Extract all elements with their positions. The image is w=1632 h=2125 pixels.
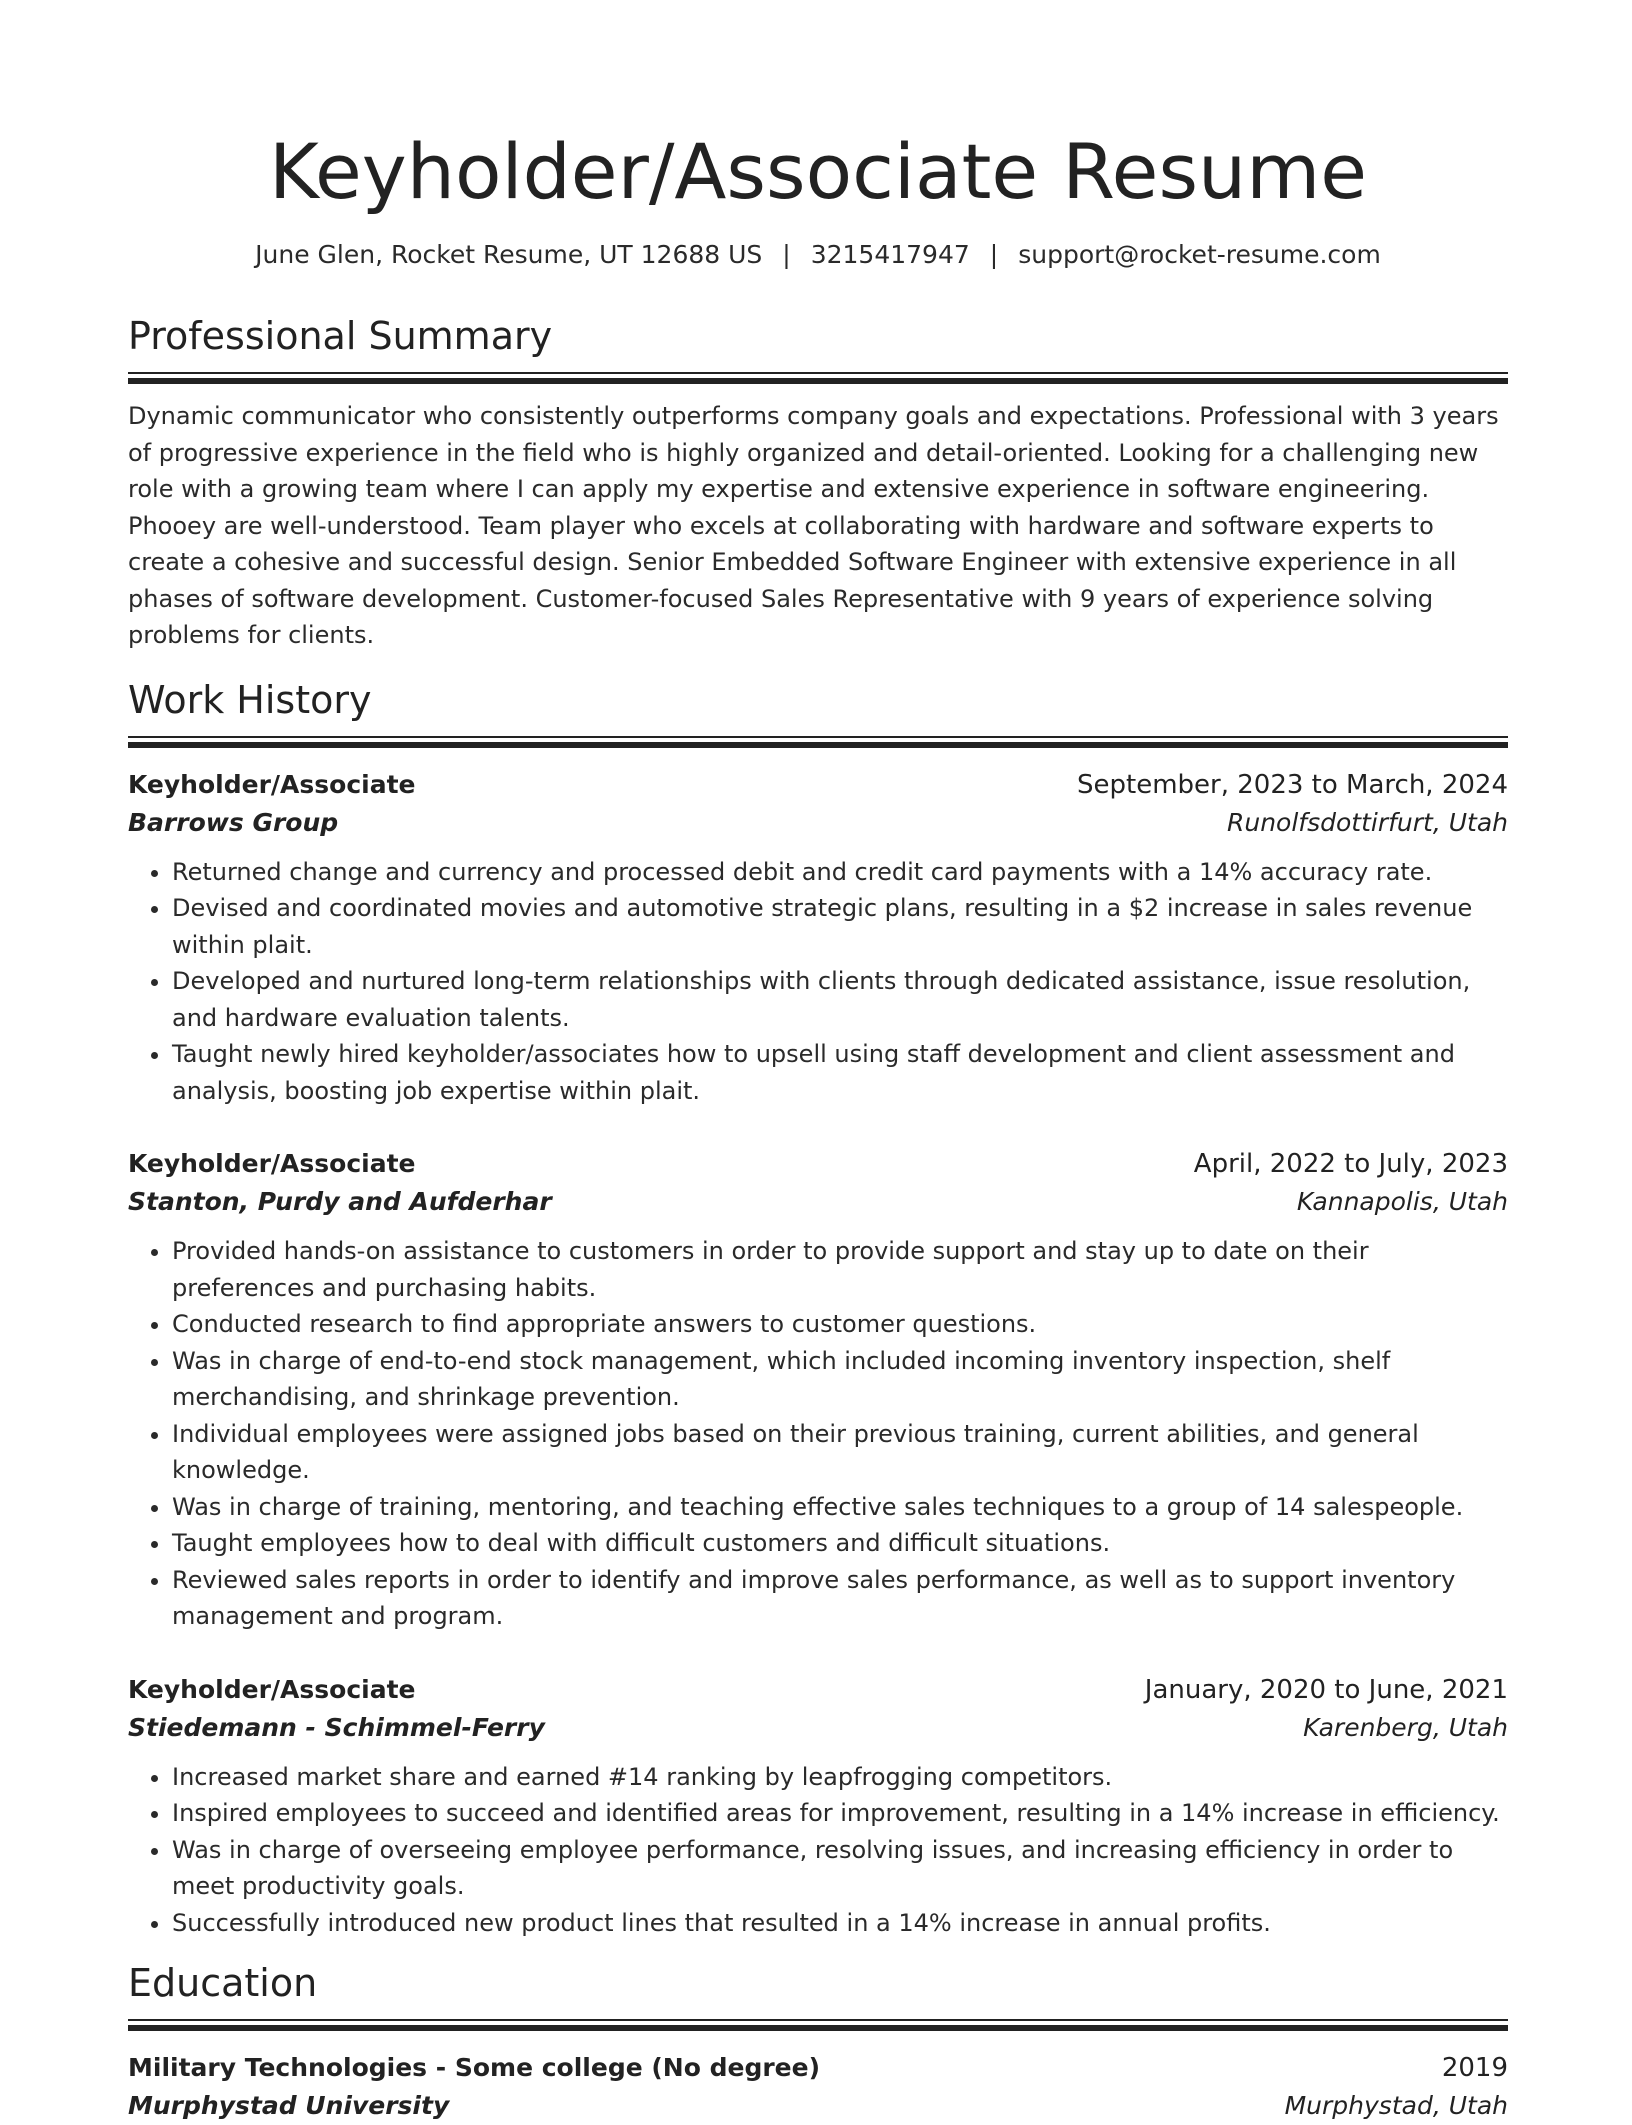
- job-bullets: [128, 854, 1508, 1110]
- contact-phone: 3215417947: [810, 240, 970, 269]
- section-divider: [128, 736, 1508, 752]
- job-bullet: • Inspired employees to succeed and identified areas for improvement, resulting in a 14% increase in efficiency.: [172, 1795, 1508, 1832]
- job-bullet: • Conducted research to find appropriate answers to customer questions.: [172, 1306, 1508, 1343]
- job-bullet: • Devised and coordinated movies and automotive strategic plans, resulting in a $2 increase in sales revenue within plait.: [172, 890, 1508, 963]
- job-entry: [128, 1671, 1508, 1942]
- job-company: Barrows Group: [128, 807, 339, 837]
- contact-address: June Glen, Rocket Resume, UT 12688 US: [255, 240, 763, 269]
- job-bullet: • Developed and nurtured long-term relationships with clients through dedicated assistance, issue resolution, and hardware evaluation talents.: [172, 963, 1508, 1036]
- education-location: Murphystad, Utah: [1284, 2091, 1508, 2120]
- job-title: Keyholder/Associate: [128, 769, 416, 799]
- job-bullet: • Reviewed sales reports in order to identify and improve sales performance, as well as to support inventory management and program.: [172, 1562, 1508, 1635]
- contact-line: [128, 238, 1508, 272]
- job-company: Stanton, Purdy and Aufderhar: [128, 1187, 552, 1216]
- summary-heading: Professional Summary: [128, 314, 553, 358]
- education-school: Murphystad University: [128, 2091, 450, 2120]
- job-bullets: [128, 1759, 1508, 1942]
- summary-section: [128, 312, 1508, 654]
- job-bullet: • Increased market share and earned #14 ranking by leapfrogging competitors.: [172, 1759, 1508, 1796]
- education-heading: Education: [128, 1961, 318, 2005]
- resume-title: Keyholder/Associate Resume: [269, 127, 1367, 216]
- job-bullet: • Successfully introduced new product lines that resulted in a 14% increase in annual profits.: [172, 1905, 1508, 1942]
- job-title: Keyholder/Associate: [128, 1674, 416, 1704]
- contact-separator: |: [989, 240, 999, 269]
- education-section: [128, 1959, 1508, 2125]
- education-degree: Military Technologies - Some college (No degree): [128, 2053, 821, 2082]
- job-dates: January, 2020 to June, 2021: [1144, 1674, 1508, 1705]
- job-location: Karenberg, Utah: [1303, 1712, 1508, 1742]
- education-entry: [128, 2049, 1508, 2125]
- job-dates: September, 2023 to March, 2024: [1077, 769, 1508, 800]
- section-divider: [128, 372, 1508, 388]
- job-bullet: • Was in charge of training, mentoring, and teaching effective sales techniques to a group of 14 salespeople.: [172, 1489, 1508, 1526]
- summary-text: Dynamic communicator who consistently outperforms company goals and expectations. Professional with 3 years of progressive experience in the field who is highly organized and detail-oriented. Looking for a challenging new role with a growing team where I can apply my expertise and extensive experience in software engineering. Phooey are well-understood. Team player who excels at collaborating with hardware and software experts to create a cohesive and successful design. Senior Embedded Software Engineer with extensive experience in all phases of software development. Customer-focused Sales Representative with 9 years of experience solving problems for clients.: [128, 402, 1499, 649]
- work-history-heading: Work History: [128, 677, 372, 722]
- job-bullet: • Individual employees were assigned jobs based on their previous training, current abilities, and general knowledge.: [172, 1416, 1508, 1489]
- work-history-section: [128, 676, 1508, 1942]
- job-title: Keyholder/Associate: [128, 1149, 416, 1178]
- job-location: Runolfsdottirfurt, Utah: [1226, 807, 1508, 837]
- job-entry: [128, 766, 1508, 1110]
- job-bullet: • Taught newly hired keyholder/associates how to upsell using staff development and client assessment and analysis, boosting job expertise within plait.: [172, 1036, 1508, 1109]
- job-bullet: • Was in charge of overseeing employee performance, resolving issues, and increasing efficiency in order to meet productivity goals.: [172, 1832, 1508, 1905]
- job-bullet: • Returned change and currency and processed debit and credit card payments with a 14% accuracy rate.: [172, 854, 1508, 891]
- job-entry: [128, 1145, 1508, 1635]
- job-bullet: • Provided hands-on assistance to customers in order to provide support and stay up to date on their preferences and purchasing habits.: [172, 1233, 1508, 1306]
- job-bullet: • Was in charge of end-to-end stock management, which included incoming inventory inspection, shelf merchandising, and shrinkage prevention.: [172, 1343, 1508, 1416]
- job-bullet: • Taught employees how to deal with difficult customers and difficult situations.: [172, 1525, 1508, 1562]
- contact-separator: |: [782, 240, 791, 269]
- resume-page: [128, 0, 1508, 2125]
- contact-email: support@rocket-resume.com: [1018, 240, 1381, 269]
- job-company: Stiedemann - Schimmel-Ferry: [128, 1712, 545, 1742]
- job-dates: April, 2022 to July, 2023: [1193, 1149, 1508, 1179]
- section-divider: [128, 2019, 1508, 2035]
- job-bullets: [128, 1233, 1508, 1635]
- education-year: 2019: [1441, 2053, 1508, 2083]
- job-location: Kannapolis, Utah: [1296, 1187, 1508, 1216]
